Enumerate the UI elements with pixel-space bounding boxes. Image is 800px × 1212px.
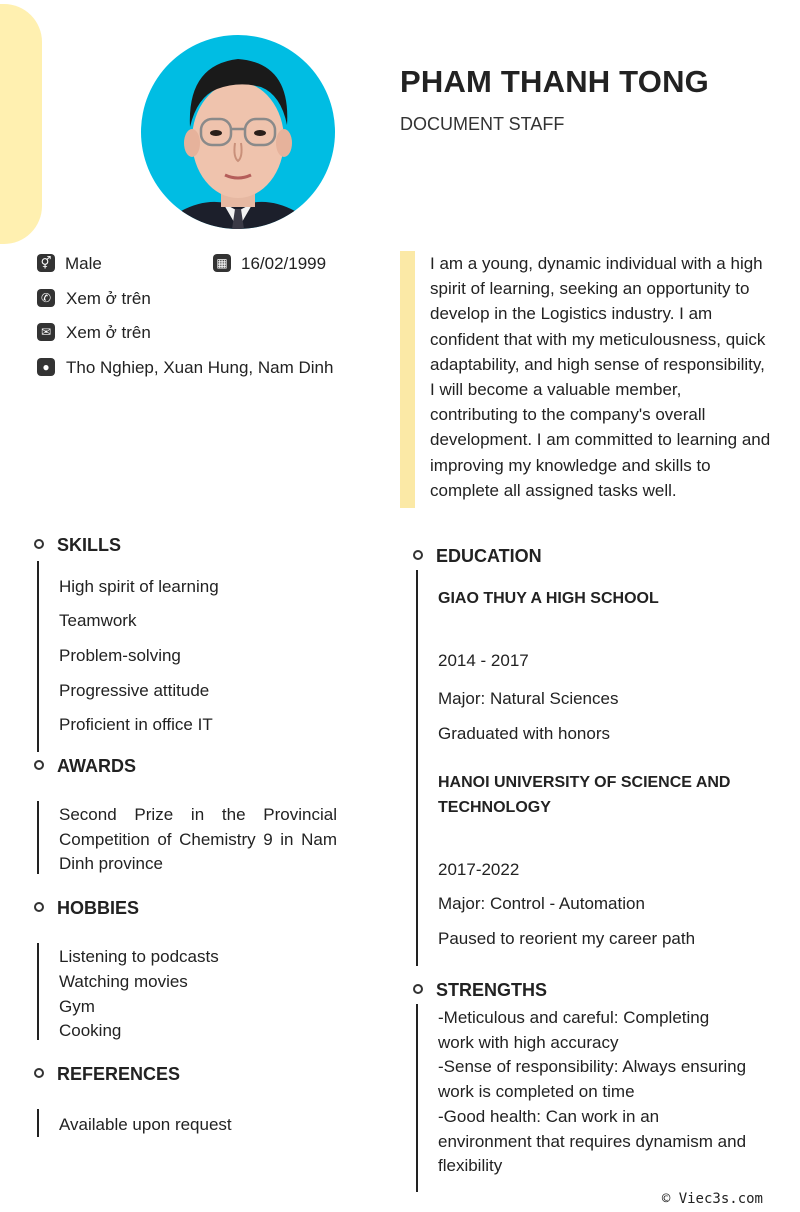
skill-item: Progressive attitude bbox=[59, 681, 210, 700]
section-bullet-icon bbox=[34, 539, 44, 549]
job-title: DOCUMENT STAFF bbox=[400, 114, 565, 134]
strength-line: -Good health: Can work in an bbox=[438, 1106, 660, 1126]
section-bullet-icon bbox=[34, 1068, 44, 1078]
skill-item: High spirit of learning bbox=[59, 577, 219, 596]
phone-value: Xem ở trên bbox=[66, 289, 151, 308]
summary-line: spirit of learning, seeking an opportunity to bbox=[430, 279, 750, 299]
education-heading: EDUCATION bbox=[436, 546, 542, 566]
skill-item: Teamwork bbox=[59, 611, 137, 630]
section-bullet-icon bbox=[34, 902, 44, 912]
skills-heading: SKILLS bbox=[57, 535, 122, 555]
references-divider bbox=[37, 1109, 39, 1137]
hobbies-list bbox=[59, 945, 219, 1044]
award-line: Dinh province bbox=[59, 854, 163, 873]
gender-value: Male bbox=[65, 254, 102, 273]
education-divider bbox=[416, 570, 418, 966]
hobby-item: Gym bbox=[59, 996, 95, 1016]
email-value: Xem ở trên bbox=[66, 323, 151, 342]
strengths-list bbox=[438, 1006, 746, 1179]
strength-line: -Meticulous and careful: Completing bbox=[438, 1008, 710, 1027]
summary-line: improving my knowledge and skills to bbox=[430, 455, 711, 475]
location-icon: ● bbox=[37, 358, 55, 376]
candidate-name: PHAM THANH TONG bbox=[400, 64, 709, 99]
school-name: GIAO THUY A HIGH SCHOOL bbox=[438, 590, 659, 607]
summary-line: confident that with my meticulousness, quick bbox=[430, 329, 766, 349]
award-description bbox=[59, 803, 337, 877]
hobby-item: Cooking bbox=[59, 1021, 122, 1041]
award-line: Second Prize in the Provincial bbox=[59, 805, 337, 824]
strengths-heading: STRENGTHS bbox=[436, 980, 548, 1000]
summary-line: contributing to the company's overall bbox=[430, 405, 706, 425]
education-note: Graduated with honors bbox=[438, 724, 610, 743]
skill-item: Proficient in office IT bbox=[59, 715, 213, 734]
decorative-shape bbox=[0, 4, 42, 244]
strength-line: work with high accuracy bbox=[438, 1032, 619, 1052]
education-period: 2017-2022 bbox=[438, 860, 520, 879]
skill-item: Problem-solving bbox=[59, 646, 181, 665]
school-name bbox=[438, 771, 730, 820]
section-bullet-icon bbox=[413, 550, 423, 560]
section-bullet-icon bbox=[34, 760, 44, 770]
references-text: Available upon request bbox=[59, 1115, 232, 1134]
summary-line: develop in the Logistics industry. I am bbox=[430, 304, 713, 324]
education-period: 2014 - 2017 bbox=[438, 651, 529, 670]
awards-heading: AWARDS bbox=[57, 756, 137, 776]
section-bullet-icon bbox=[413, 984, 423, 994]
summary-line: I am a young, dynamic individual with a high bbox=[430, 254, 763, 273]
school-name-line: TECHNOLOGY bbox=[438, 798, 551, 816]
phone-icon: ✆ bbox=[37, 289, 55, 307]
gender-icon: ⚥ bbox=[37, 254, 55, 272]
education-major: Major: Natural Sciences bbox=[438, 689, 619, 708]
career-summary bbox=[430, 251, 782, 503]
watermark: © Viec3s.com bbox=[661, 1191, 763, 1207]
strength-line: flexibility bbox=[438, 1156, 503, 1176]
skills-divider bbox=[37, 561, 39, 752]
summary-line: complete all assigned tasks well. bbox=[430, 480, 677, 500]
hobby-item: Listening to podcasts bbox=[59, 947, 219, 966]
award-line: Competition of Chemistry 9 in Nam bbox=[59, 829, 337, 849]
strength-line: work is completed on time bbox=[438, 1082, 635, 1102]
summary-accent-bar bbox=[400, 251, 415, 508]
school-name-line: HANOI UNIVERSITY OF SCIENCE AND bbox=[438, 774, 731, 791]
profile-photo bbox=[141, 35, 335, 229]
strength-line: environment that requires dynamism and bbox=[438, 1131, 747, 1151]
hobbies-divider bbox=[37, 943, 39, 1040]
awards-divider bbox=[37, 801, 39, 874]
hobby-item: Watching movies bbox=[59, 971, 188, 991]
summary-line: I will become a valuable member, bbox=[430, 380, 682, 400]
email-icon: ✉ bbox=[37, 323, 55, 341]
address-value: Tho Nghiep, Xuan Hung, Nam Dinh bbox=[66, 358, 334, 377]
education-major: Major: Control - Automation bbox=[438, 894, 645, 913]
birthdate-value: 16/02/1999 bbox=[241, 254, 327, 273]
hobbies-heading: HOBBIES bbox=[57, 898, 140, 918]
summary-line: adaptability, and high sense of responsibility, bbox=[430, 354, 765, 374]
references-heading: REFERENCES bbox=[57, 1064, 181, 1084]
summary-line: development. I am committed to learning and bbox=[430, 430, 771, 450]
strength-line: -Sense of responsibility: Always ensuring bbox=[438, 1057, 747, 1077]
strengths-divider bbox=[416, 1004, 418, 1192]
calendar-icon: ▦ bbox=[213, 254, 231, 272]
education-note: Paused to reorient my career path bbox=[438, 929, 696, 948]
